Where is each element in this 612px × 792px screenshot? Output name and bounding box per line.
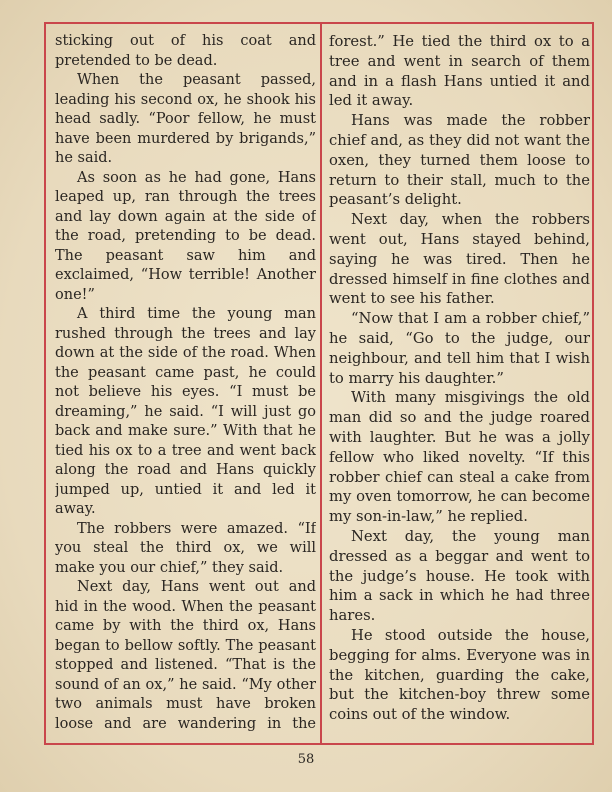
paragraph: “Now that I am a robber chief,” he said, “Go to the judge, our neighbour, and tell him that I wish to marry his daughter.” [329, 310, 590, 387]
paragraph: forest.” He tied the third ox to a tree and went in search of them and in a flash Hans untied it and led it away. [329, 33, 590, 110]
paragraph: When the peasant passed, leading his second ox, he shook his head sadly. “Poor fellow, he must have been murdered by brigands,” he said. [55, 72, 316, 166]
paragraph: sticking out of his coat and pretended to be dead. [55, 33, 316, 69]
page-number: 58 [297, 752, 315, 767]
paragraph: A third time the young man rushed through the trees and lay down at the side of the road. When the peasant came past, he could not believe his eyes. “I must be dreaming,” he said. “I will just go back and make sure.” With that he tied his ox to a tree and went back along the road and Hans quickly jumped up, untied it and led it away. [55, 306, 316, 517]
text-frame [44, 22, 594, 745]
paragraph: Hans was made the robber chief and, as they did not want the oxen, they turned them loose to return to their stall, much to the peasant’s delight. [329, 112, 590, 209]
left-column [55, 32, 316, 744]
paragraph: Next day, Hans went out and hid in the wood. When the peasant came by with the third ox, Hans began to bellow softly. The peasant stopped and listened. “That is the sound of an ox,” he said. “My other two animals must have broken loose and are wandering in the [55, 579, 316, 732]
paragraph: With many misgivings the old man did so and the judge roared with laughter. But he was a jolly fellow who liked novelty. “If this robber chief can steal a cake from my oven tomorrow, he can become my son-in-law,” he replied. [329, 389, 590, 526]
paragraph: Next day, when the robbers went out, Hans stayed behind, saying he was tired. Then he dressed himself in fine clothes and went to see his father. [329, 211, 590, 308]
paragraph: As soon as he had gone, Hans leaped up, ran through the trees and lay down again at the side of the road, pretending to be dead. The peasant saw him and exclaimed, “How terrible! Another one!” [55, 169, 316, 303]
paragraph: Next day, the young man dressed as a beggar and went to the judge’s house. He took with him a sack in which he had three hares. [329, 527, 590, 625]
paragraph: The robbers were amazed. “If you steal the third ox, we will make you our chief,” they said. [55, 520, 316, 576]
right-column [329, 32, 590, 744]
paragraph: He stood outside the house, begging for alms. Everyone was in the kitchen, guarding the cake, but the kitchen-boy threw some coins out of the window. [329, 626, 590, 724]
column-divider [320, 24, 322, 743]
